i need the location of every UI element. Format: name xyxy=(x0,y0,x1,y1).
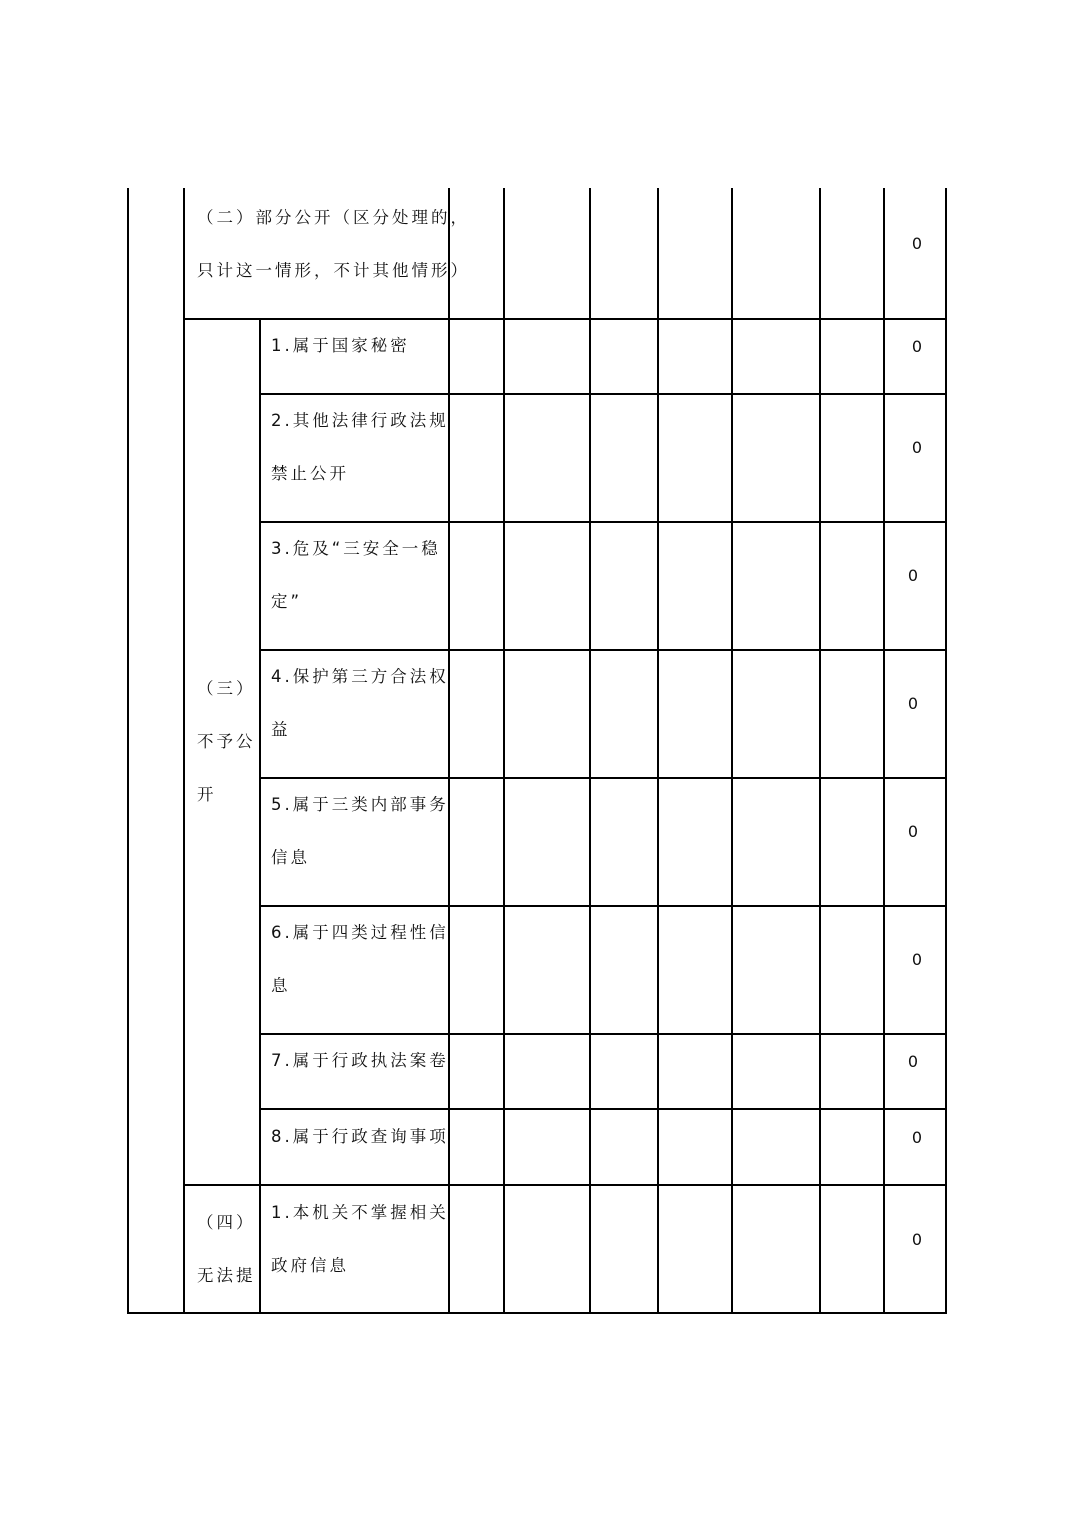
row-label: 7.属于行政执法案卷 xyxy=(271,1051,449,1070)
row-label: 1.本机关不掌握相关 xyxy=(271,1203,449,1222)
row-total-value: 0 xyxy=(911,950,923,969)
row-label: 8.属于行政查询事项 xyxy=(271,1127,449,1146)
row-label: 息 xyxy=(271,976,291,995)
table-grid-line xyxy=(731,188,733,1314)
row-label: 6.属于四类过程性信 xyxy=(271,923,449,942)
row-total-value: 0 xyxy=(911,1230,923,1249)
row-total-value: 0 xyxy=(907,822,919,841)
table-border-bottom xyxy=(127,1312,947,1314)
row-label: 禁止公开 xyxy=(271,464,349,483)
row-label: 信息 xyxy=(271,848,310,867)
row-label: 只计这一情形，不计其他情形） xyxy=(197,261,470,280)
row-total-value: 0 xyxy=(907,566,919,585)
group-label: 无法提 xyxy=(197,1266,256,1285)
table-grid-line xyxy=(259,318,261,1314)
table-grid-line xyxy=(657,188,659,1314)
group-label: （四） xyxy=(197,1213,256,1232)
table-grid-line xyxy=(589,188,591,1314)
row-label: 5.属于三类内部事务 xyxy=(271,795,449,814)
group-label: 开 xyxy=(197,785,217,804)
table-grid-line xyxy=(503,188,505,1314)
table-grid-line xyxy=(819,188,821,1314)
row-label: （二）部分公开（区分处理的， xyxy=(197,208,470,227)
row-total-value: 0 xyxy=(911,337,923,356)
table-grid-line xyxy=(183,188,185,1314)
row-total-value: 0 xyxy=(911,438,923,457)
table-border-right xyxy=(945,188,947,1314)
table-border-left xyxy=(127,188,129,1314)
row-label: 3.危及“三安全一稳 xyxy=(271,539,441,558)
row-label: 2.其他法律行政法规 xyxy=(271,411,449,430)
row-label: 4.保护第三方合法权 xyxy=(271,667,449,686)
row-label: 益 xyxy=(271,720,291,739)
row-total-value: 0 xyxy=(911,234,923,253)
row-label: 定” xyxy=(271,592,303,611)
group-label: 不予公 xyxy=(197,732,256,751)
group-label: （三） xyxy=(197,679,256,698)
row-label: 1.属于国家秘密 xyxy=(271,336,410,355)
table-grid-line xyxy=(883,188,885,1314)
row-label: 政府信息 xyxy=(271,1256,349,1275)
row-total-value: 0 xyxy=(907,1052,919,1071)
row-total-value: 0 xyxy=(911,1128,923,1147)
row-total-value: 0 xyxy=(907,694,919,713)
